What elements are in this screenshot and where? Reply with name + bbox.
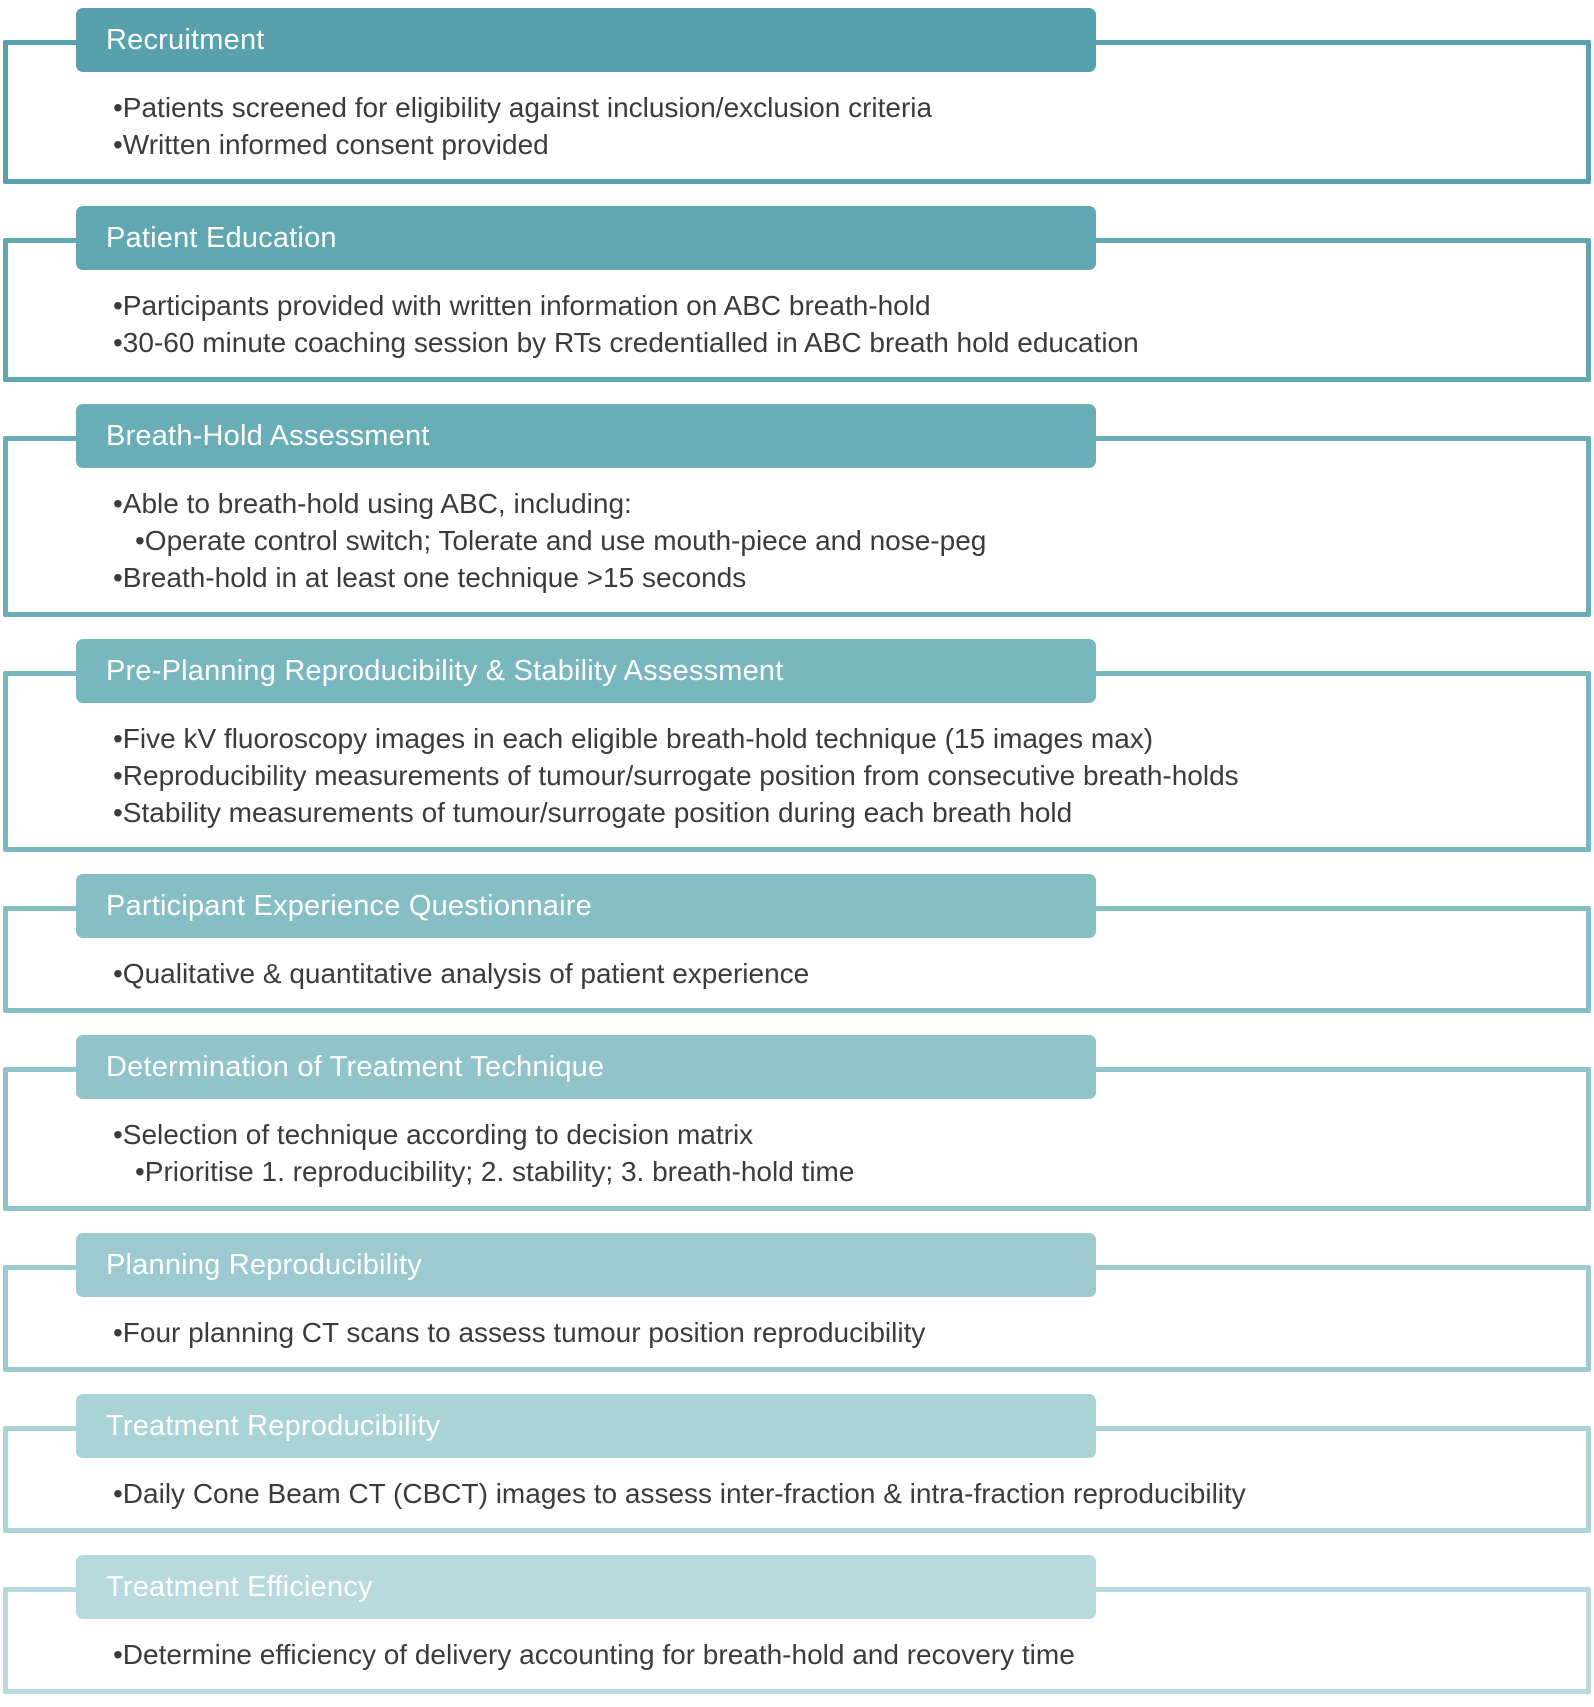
- bullet-item: •Written informed consent provided: [113, 129, 549, 160]
- stage-title: Participant Experience Questionnaire: [106, 889, 592, 922]
- bullet-item: •Participants provided with written information on ABC breath-hold: [113, 290, 931, 321]
- stage-body: [113, 1475, 1562, 1512]
- stage-header: [76, 874, 1096, 938]
- stage-header: [76, 1555, 1096, 1619]
- bullet-item: •Able to breath-hold using ABC, including:: [113, 488, 632, 519]
- stage-header: [76, 639, 1096, 703]
- stage-body: [113, 89, 1562, 163]
- bullet-item: •Breath-hold in at least one technique >15 seconds: [113, 562, 747, 593]
- stage-body: [113, 720, 1562, 831]
- stage-title: Treatment Efficiency: [106, 1570, 373, 1603]
- bullet-item: •Determine efficiency of delivery accounting for breath-hold and recovery time: [113, 1639, 1075, 1670]
- bullet-item: •Four planning CT scans to assess tumour position reproducibility: [113, 1317, 926, 1348]
- bullet-item: •Stability measurements of tumour/surrogate position during each breath hold: [113, 797, 1073, 828]
- stage-body: [113, 485, 1562, 596]
- stage-header: [76, 404, 1096, 468]
- stage-block: [0, 1555, 1594, 1694]
- stage-title: Planning Reproducibility: [106, 1248, 422, 1281]
- stage-title: Determination of Treatment Technique: [106, 1050, 605, 1083]
- stage-body: [113, 1314, 1562, 1351]
- stage-block: [0, 1035, 1594, 1211]
- stage-title: Patient Education: [106, 221, 337, 254]
- stage-body: [113, 1636, 1562, 1673]
- bullet-item: •Qualitative & quantitative analysis of patient experience: [113, 958, 810, 989]
- stage-block: [0, 639, 1594, 852]
- stage-title: Recruitment: [106, 23, 265, 56]
- stage-block: [0, 206, 1594, 382]
- bullet-item: •Prioritise 1. reproducibility; 2. stability; 3. breath-hold time: [135, 1156, 855, 1187]
- stage-title: Pre-Planning Reproducibility & Stability Assessment: [106, 654, 784, 687]
- stage-title: Treatment Reproducibility: [106, 1409, 441, 1442]
- stage-header: [76, 8, 1096, 72]
- bullet-item: •Five kV fluoroscopy images in each eligible breath-hold technique (15 images max): [113, 723, 1154, 754]
- workflow-diagram: [0, 8, 1594, 1694]
- stage-body: [113, 1116, 1562, 1190]
- stage-block: [0, 8, 1594, 184]
- bullet-item: •30-60 minute coaching session by RTs credentialled in ABC breath hold education: [113, 327, 1139, 358]
- stage-block: [0, 1233, 1594, 1372]
- bullet-item: •Selection of technique according to decision matrix: [113, 1119, 754, 1150]
- stage-title: Breath-Hold Assessment: [106, 419, 430, 452]
- bullet-item: •Patients screened for eligibility against inclusion/exclusion criteria: [113, 92, 933, 123]
- stage-block: [0, 1394, 1594, 1533]
- stage-block: [0, 404, 1594, 617]
- stage-header: [76, 1233, 1096, 1297]
- stage-block: [0, 874, 1594, 1013]
- bullet-item: •Operate control switch; Tolerate and use mouth-piece and nose-peg: [135, 525, 987, 556]
- stage-header: [76, 1394, 1096, 1458]
- stage-body: [113, 955, 1562, 992]
- stage-header: [76, 206, 1096, 270]
- bullet-item: •Daily Cone Beam CT (CBCT) images to assess inter-fraction & intra-fraction reproducibility: [113, 1478, 1246, 1509]
- stage-header: [76, 1035, 1096, 1099]
- bullet-item: •Reproducibility measurements of tumour/surrogate position from consecutive breath-holds: [113, 760, 1239, 791]
- stage-body: [113, 287, 1562, 361]
